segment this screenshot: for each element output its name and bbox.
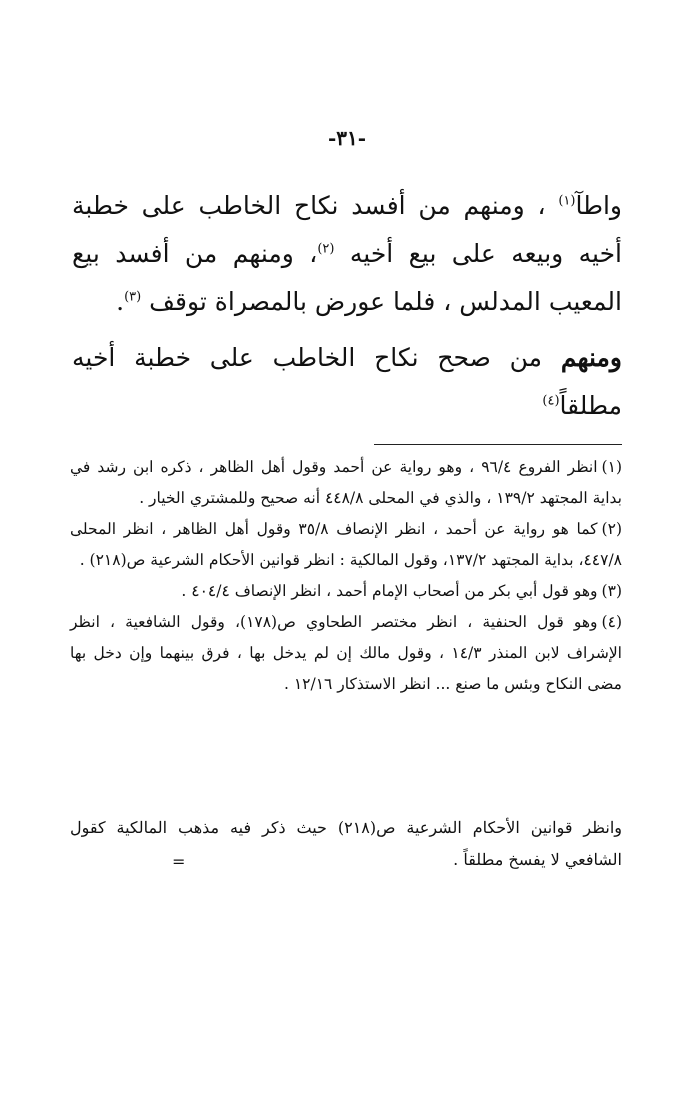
footnotes [70,452,622,700]
footnote-ref-3[interactable]: (٣) [124,289,142,305]
additional-note [70,812,622,876]
paragraph-2 [72,334,622,430]
additional-note-text: وانظر قوانين الأحكام الشرعية ص(٢١٨) حيث ذكر فيه مذهب المالكية كقول الشافعي لا يفسخ مطلقاً . [70,818,623,869]
footnote-4-number: (٤) [601,613,622,631]
footnote-ref-2[interactable]: (٢) [317,241,335,257]
footnote-4 [70,607,622,700]
footnote-2 [70,514,622,576]
footnote-3 [70,576,622,607]
main-text [72,182,622,430]
footnote-separator [374,444,622,445]
footnote-3-number: (٣) [601,582,622,600]
footnote-ref-1[interactable]: (١) [558,193,576,209]
continuation-mark: = [172,852,186,871]
page-number: -٣١- [327,126,367,150]
paragraph-2-lead: ومنهم [560,343,622,372]
paragraph-1-end: . [116,287,125,316]
footnote-3-text: وهو قول أبي بكر من أصحاب الإمام أحمد ، انظر الإنصاف ٤٠٤/٤ . [181,582,598,600]
paragraph-1 [72,182,622,326]
paragraph-2-text: من صحح نكاح الخاطب على خطبة أخيه مطلقاً [72,343,622,420]
footnote-4-text: وهو قول الحنفية ، انظر مختصر الطحاوي ص(١٧٨)، وقول الشافعية ، انظر الإشراف لابن المنذر ١٤/٣ ، وقول مالك إن لم يدخل بها ، فرق بينهما وإن دخل بها مضى النكاح وبئس ما صنع ... انظر الاستذكار ١٢/١٦ . [70,613,622,693]
paragraph-1-middle: ، ومنهم من أفسد نكاح الخاطب على خطبة أخيه وبيعه على بيع أخيه [72,191,622,268]
paragraph-1-continuation: ، ومنهم من أفسد بيع المعيب المدلس ، فلما عورض بالمصراة توقف [72,239,622,316]
footnote-2-text: كما هو رواية عن أحمد ، انظر الإنصاف ٣٥/٨ وقول أهل الظاهر ، انظر المحلى ٤٤٧/٨، بداية المجتهد ١٣٧/٢، وقول المالكية : انظر قوانين الأحكام الشرعية ص(٢١٨) . [70,520,622,569]
paragraph-1-start: واطآ [575,191,622,220]
footnote-1-text: انظر الفروع ٩٦/٤ ، وهو رواية عن أحمد وقول أهل الظاهر ، ذكره ابن رشد في بداية المجتهد ١٣٩/٢ ، والذي في المحلى ٤٤٨/٨ أنه صحيح وللمشتري الخيار . [70,458,622,507]
footnote-1-number: (١) [601,458,622,476]
footnote-1 [70,452,622,514]
footnote-ref-4[interactable]: (٤) [542,393,560,409]
footnote-2-number: (٢) [601,520,622,538]
